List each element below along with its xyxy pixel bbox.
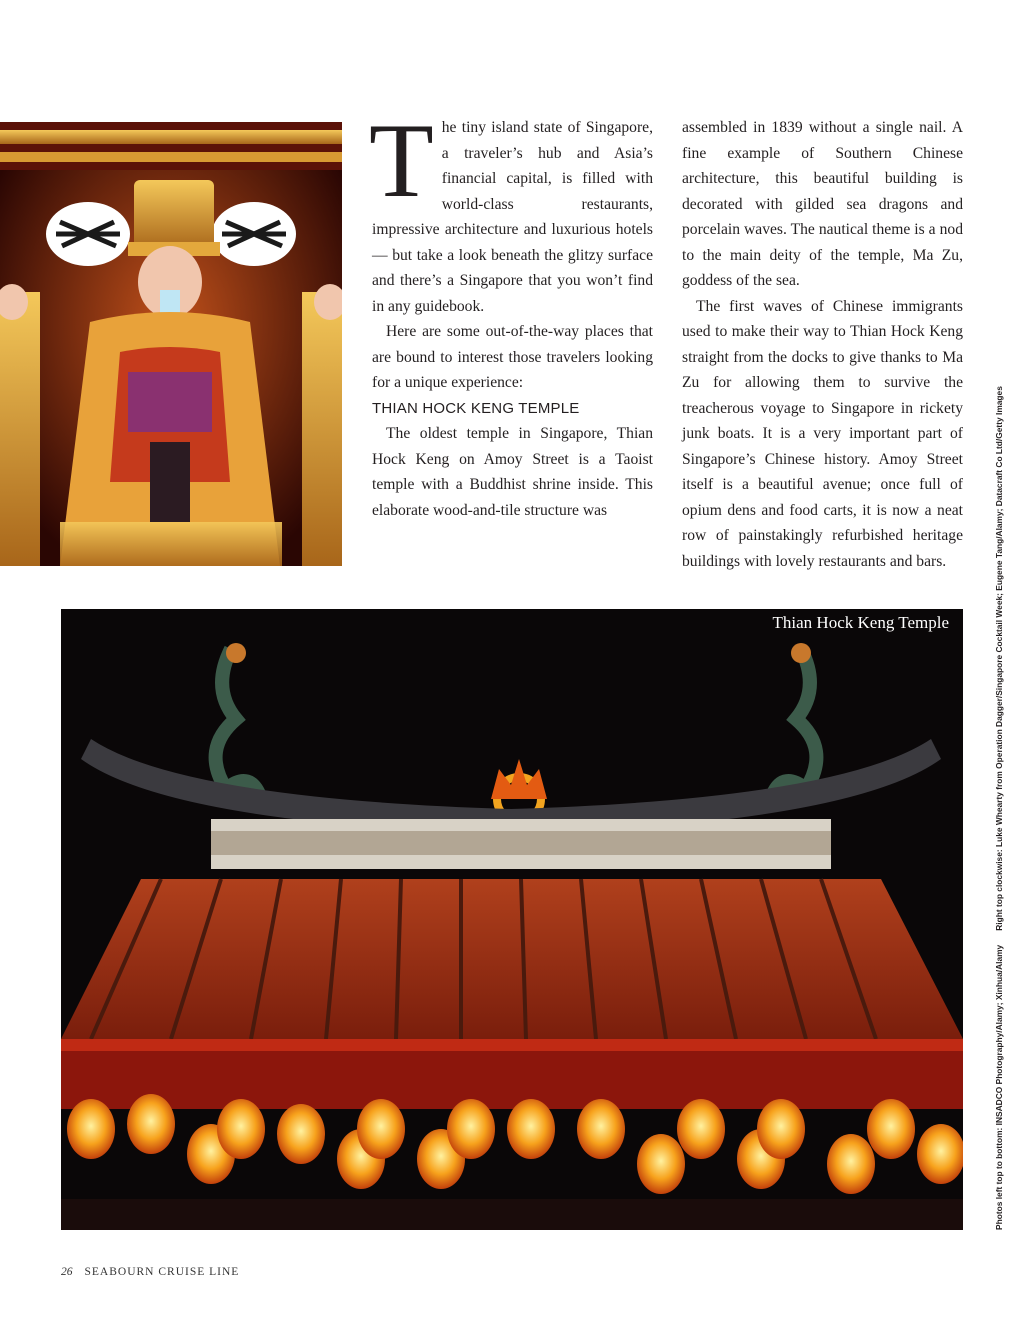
photo-credits (994, 386, 1004, 1230)
article-column-2 (682, 115, 963, 574)
section-heading: THIAN HOCK KENG TEMPLE (372, 399, 580, 417)
temple-roof-photo (61, 609, 963, 1230)
article-column-1 (369, 102, 653, 523)
page-footer (61, 1266, 239, 1278)
intro-paragraph (369, 102, 653, 319)
paragraph-3-continued: assembled in 1839 without a single nail. A fine example of Southern Chinese architecture, this beautiful building is decorated with gilded sea dragons and porcelain waves. The nautical theme is a nod to the main deity of the temple, Ma Zu, goddess of the sea. (682, 119, 963, 289)
dropcap: T (369, 102, 434, 219)
paragraph-4: The first waves of Chinese immigrants used to make their way to Thian Hock Keng straight from the docks to give thanks to Ma Zu for allowing them to survive the treacherous voyage to Singapore in rickety junk boats. It is a very important part of Singapore’s Chinese history. Amoy Street itself is a beautiful avenue; once full of opium dens and food carts, it is now a neat row of painstakingly refurbished heritage buildings with lovely restaurants and bars. (682, 297, 963, 570)
publication-name: SEABOURN CRUISE LINE (84, 1266, 240, 1278)
paragraph-3: The oldest temple in Singapore, Thian Hock Keng on Amoy Street is a Taoist temple with a Buddhist shrine inside. This elaborate wood-and-tile structure was (372, 425, 653, 519)
intro-text: he tiny island state of Singapore, a traveler’s hub and Asia’s financial capital, is filled with world-class restaurants, impressive architecture and luxurious hotels — but take a look beneath the glitzy surface and there’s a Singapore that you won’t find in any guidebook. (372, 119, 653, 315)
credits-right: Right top clockwise: Luke Whearty from Operation Dagger/Singapore Cocktail Week; Eugene Tang/Alamy; Datacraft Co Ltd/Getty Images (994, 386, 1004, 931)
credits-left: Photos left top to bottom: INSADCO Photography/Alamy; Xinhua/Alamy (994, 944, 1004, 1230)
paragraph-2: Here are some out-of-the-way places that are bound to interest those travelers looking for a unique experience: (372, 323, 653, 391)
page-number: 26 (61, 1266, 73, 1278)
goddess-statue-photo (0, 122, 342, 566)
photo-caption: Thian Hock Keng Temple (772, 613, 949, 632)
